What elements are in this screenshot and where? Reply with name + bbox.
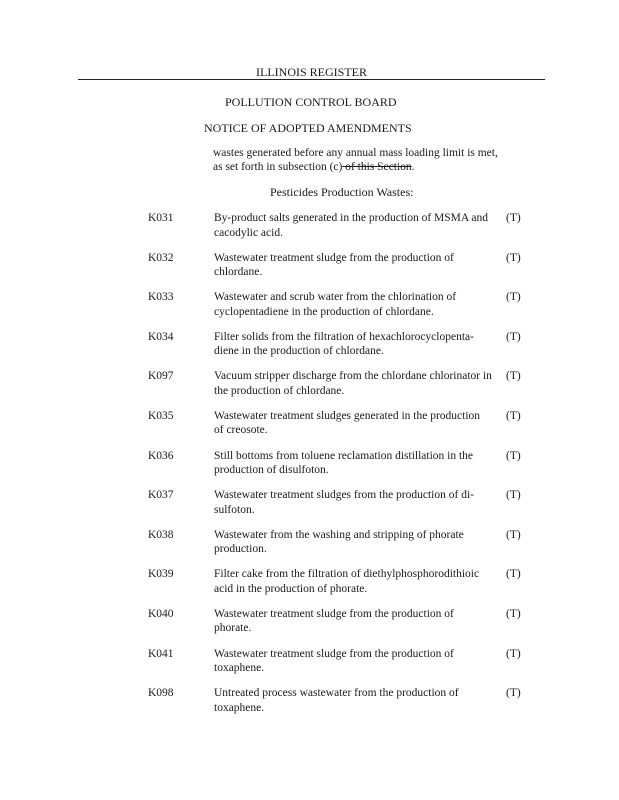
waste-code: K035 xyxy=(148,409,174,422)
waste-entry xyxy=(0,686,619,726)
waste-description: Filter cake from the filtration of diethylphosphorodithioic acid in the production of phorate. xyxy=(214,568,480,595)
hazard-code: (T) xyxy=(506,409,521,422)
waste-code: K040 xyxy=(148,607,174,620)
register-header xyxy=(78,65,545,80)
waste-code: K031 xyxy=(148,212,174,224)
section-heading: Pesticides Production Wastes: xyxy=(270,185,414,199)
waste-code: K097 xyxy=(148,370,174,383)
hazard-code: (T) xyxy=(506,330,521,343)
waste-entry xyxy=(0,251,619,291)
carryover-end: . xyxy=(411,161,415,173)
hazard-code: (T) xyxy=(506,251,521,264)
waste-description: Untreated process wastewater from the production of toxaphene. xyxy=(214,687,459,714)
waste-description: Wastewater from the washing and stripping of phorate production. xyxy=(214,528,464,556)
waste-entry xyxy=(0,528,619,568)
struck-text: of this Section xyxy=(342,161,412,173)
waste-entry xyxy=(0,488,619,528)
notice-title: NOTICE OF ADOPTED AMENDMENTS xyxy=(204,121,412,135)
waste-entry xyxy=(0,211,619,251)
waste-code: K032 xyxy=(148,251,174,264)
hazard-code: (T) xyxy=(506,528,521,541)
waste-code: K041 xyxy=(148,647,174,660)
waste-code: K036 xyxy=(148,449,174,462)
waste-entry xyxy=(0,647,619,687)
waste-list xyxy=(0,211,619,726)
hazard-code: (T) xyxy=(506,607,521,620)
waste-code: K033 xyxy=(148,291,174,304)
waste-entry xyxy=(0,369,619,409)
waste-description: Wastewater treatment sludge from the production of toxaphene. xyxy=(214,647,454,675)
waste-description: Vacuum stripper discharge from the chlordane chlorinator in the production of chlordane. xyxy=(214,370,492,397)
hazard-code: (T) xyxy=(506,291,521,304)
hazard-code: (T) xyxy=(506,647,521,660)
waste-description: Wastewater and scrub water from the chlorination of cyclopentadiene in the production of chlordane. xyxy=(214,291,457,318)
waste-description: Filter solids from the filtration of hexachlorocyclopenta-diene in the production of chlordane. xyxy=(214,330,474,358)
waste-code: K038 xyxy=(148,528,174,541)
board-title: POLLUTION CONTROL BOARD xyxy=(225,95,397,109)
waste-entry xyxy=(0,409,619,449)
waste-code: K037 xyxy=(148,489,174,502)
waste-description: Wastewater treatment sludges from the production of di-sulfoton. xyxy=(214,489,474,516)
waste-entry xyxy=(0,567,619,607)
carryover-text: wastes generated before any annual mass loading limit is met, as set forth in subsection (c) xyxy=(213,147,498,173)
waste-code: K039 xyxy=(148,568,174,581)
hazard-code: (T) xyxy=(506,687,521,700)
waste-description: By-product salts generated in the production of MSMA and cacodylic acid. xyxy=(214,212,489,239)
hazard-code: (T) xyxy=(506,568,521,581)
waste-description: Wastewater treatment sludge from the production of phorate. xyxy=(214,607,454,635)
register-title: ILLINOIS REGISTER xyxy=(256,65,367,79)
hazard-code: (T) xyxy=(506,212,521,224)
waste-entry xyxy=(0,290,619,330)
waste-code: K098 xyxy=(148,687,174,700)
hazard-code: (T) xyxy=(506,489,521,502)
carryover-paragraph xyxy=(213,146,503,174)
waste-code: K034 xyxy=(148,330,174,343)
waste-entry xyxy=(0,449,619,489)
waste-entry xyxy=(0,330,619,370)
waste-description: Still bottoms from toluene reclamation distillation in the production of disulfoton. xyxy=(214,449,474,477)
waste-description: Wastewater treatment sludge from the production of chlordane. xyxy=(214,251,454,279)
hazard-code: (T) xyxy=(506,449,521,462)
waste-description: Wastewater treatment sludges generated in the production of creosote. xyxy=(214,409,481,437)
hazard-code: (T) xyxy=(506,370,521,383)
waste-entry xyxy=(0,607,619,647)
